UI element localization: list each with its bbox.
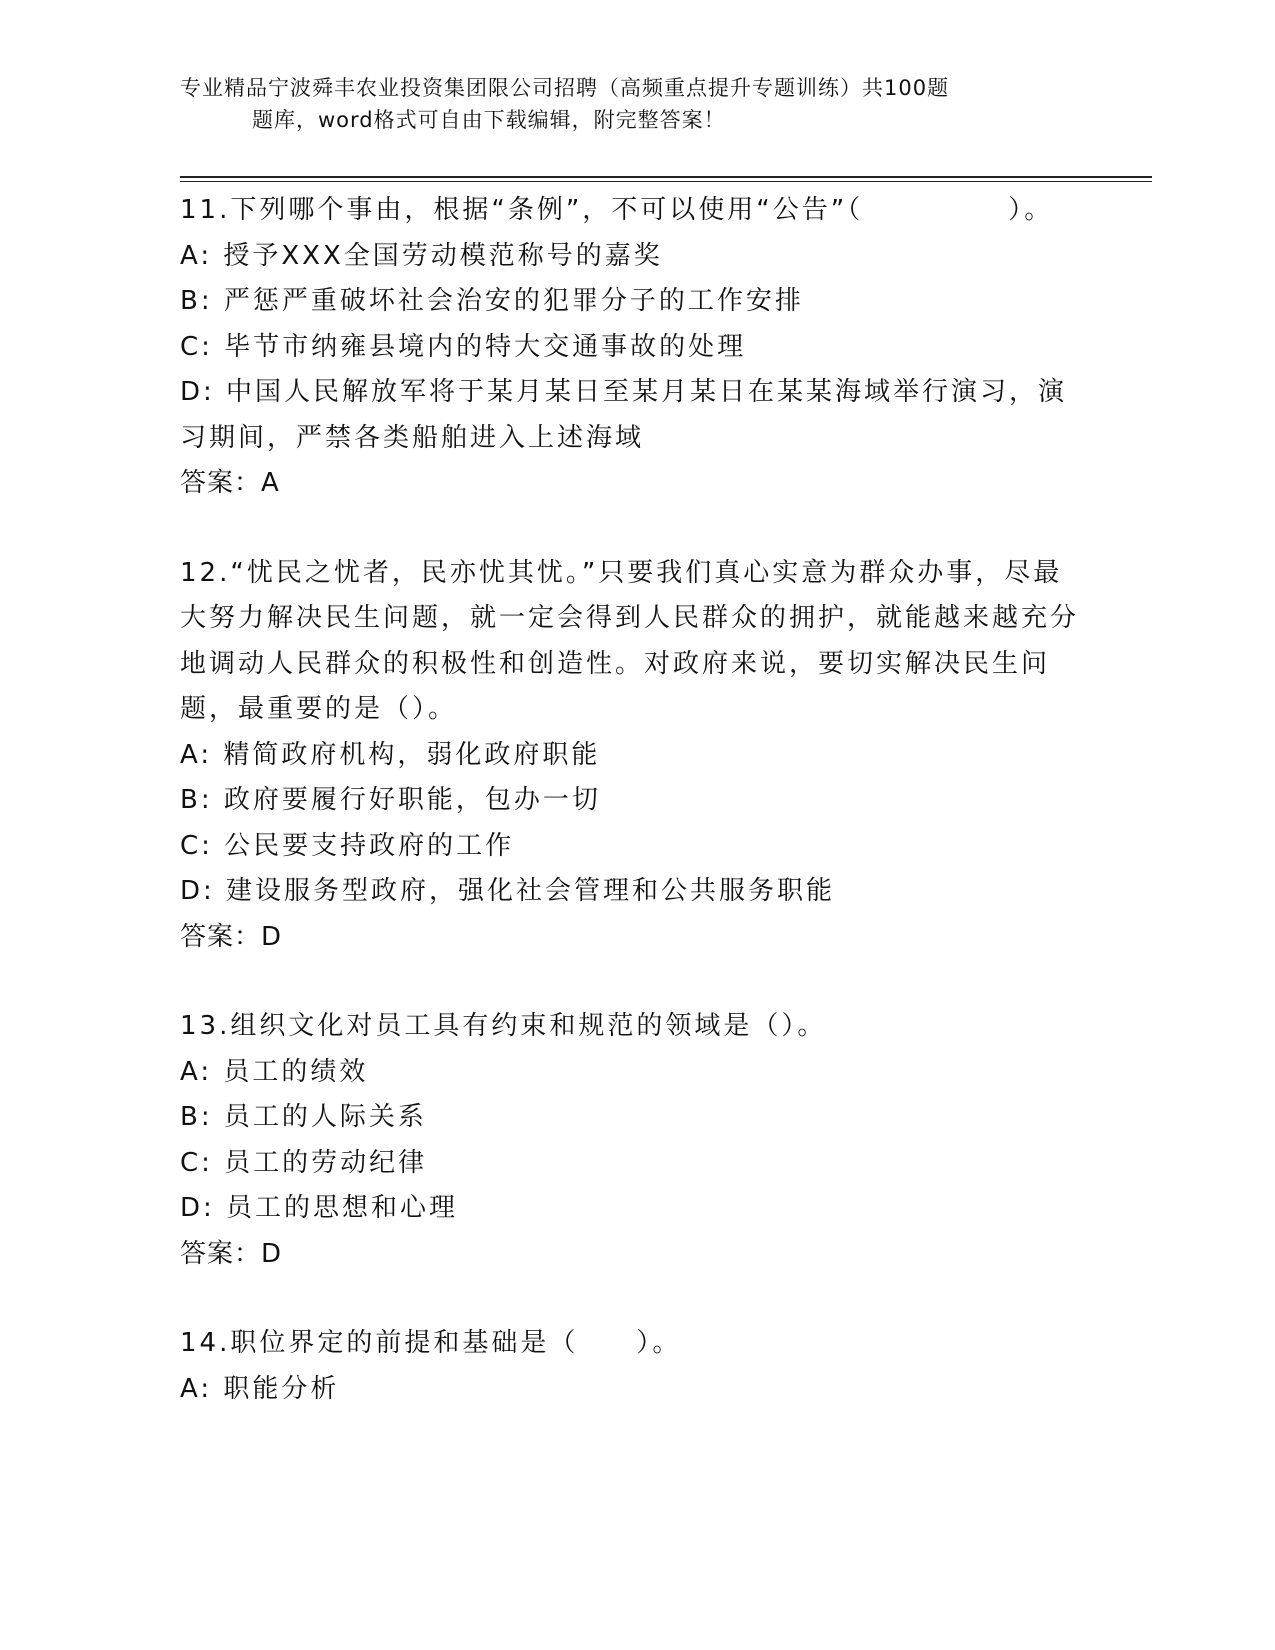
answer-label: 答案：A: [180, 468, 280, 498]
option-a: A: 职能分析: [180, 1373, 340, 1404]
header-rule-thick: [180, 176, 1152, 178]
header-line-1: 专业精品宁波舜丰农业投资集团限公司招聘（高频重点提升专题训练）共100题: [180, 76, 950, 100]
option-d: D: 建设服务型政府，强化社会管理和公共服务职能: [180, 876, 836, 906]
question-list: [180, 188, 1080, 1412]
option-b: B: 政府要履行好职能，包办一切: [180, 785, 601, 815]
question-14: [180, 1321, 1080, 1412]
question-stem: 13.组织文化对员工具有约束和规范的领域是（）。: [180, 1011, 827, 1041]
question-12: [180, 551, 1080, 961]
option-b: B: 严惩严重破坏社会治安的犯罪分子的工作安排: [180, 286, 804, 316]
option-a: A: 员工的绩效: [180, 1056, 369, 1087]
header-rule-thin: [180, 181, 1152, 182]
question-stem: 11.下列哪个事由，根据“条例”，不可以使用“公告”（ ）。: [180, 195, 1054, 225]
option-c: C: 公民要支持政府的工作: [180, 830, 515, 861]
option-a: A: 精简政府机构，弱化政府职能: [180, 739, 601, 770]
question-stem: 14.职位界定的前提和基础是（ ）。: [180, 1328, 682, 1358]
answer-label: 答案：D: [180, 1238, 283, 1269]
document-header: [180, 72, 1060, 136]
option-c: C: 毕节市纳雍县境内的特大交通事故的处理: [180, 331, 747, 362]
header-line-2: 题库，word格式可自由下载编辑，附完整答案！: [252, 108, 726, 132]
option-a: A: 授予XXX全国劳动模范称号的嘉奖: [180, 240, 663, 271]
option-d: D: 中国人民解放军将于某月某日至某月某日在某某海域举行演习，演习期间，严禁各类船舶进入上述海域: [180, 377, 1068, 453]
option-b: B: 员工的人际关系: [180, 1102, 427, 1132]
question-13: [180, 1004, 1080, 1277]
option-c: C: 员工的劳动纪律: [180, 1147, 428, 1178]
answer-label: 答案：D: [180, 921, 283, 952]
option-d: D: 员工的思想和心理: [180, 1193, 459, 1223]
question-stem: 12.“忧民之忧者，民亦忧其忧。”只要我们真心实意为群众办事，尽最大努力解决民生问题，就一定会得到人民群众的拥护，就能越来越充分地调动人民群众的积极性和创造性。对政府来说，要切实解决民生问题，最重要的是（）。: [180, 557, 1080, 724]
question-11: [180, 188, 1080, 507]
